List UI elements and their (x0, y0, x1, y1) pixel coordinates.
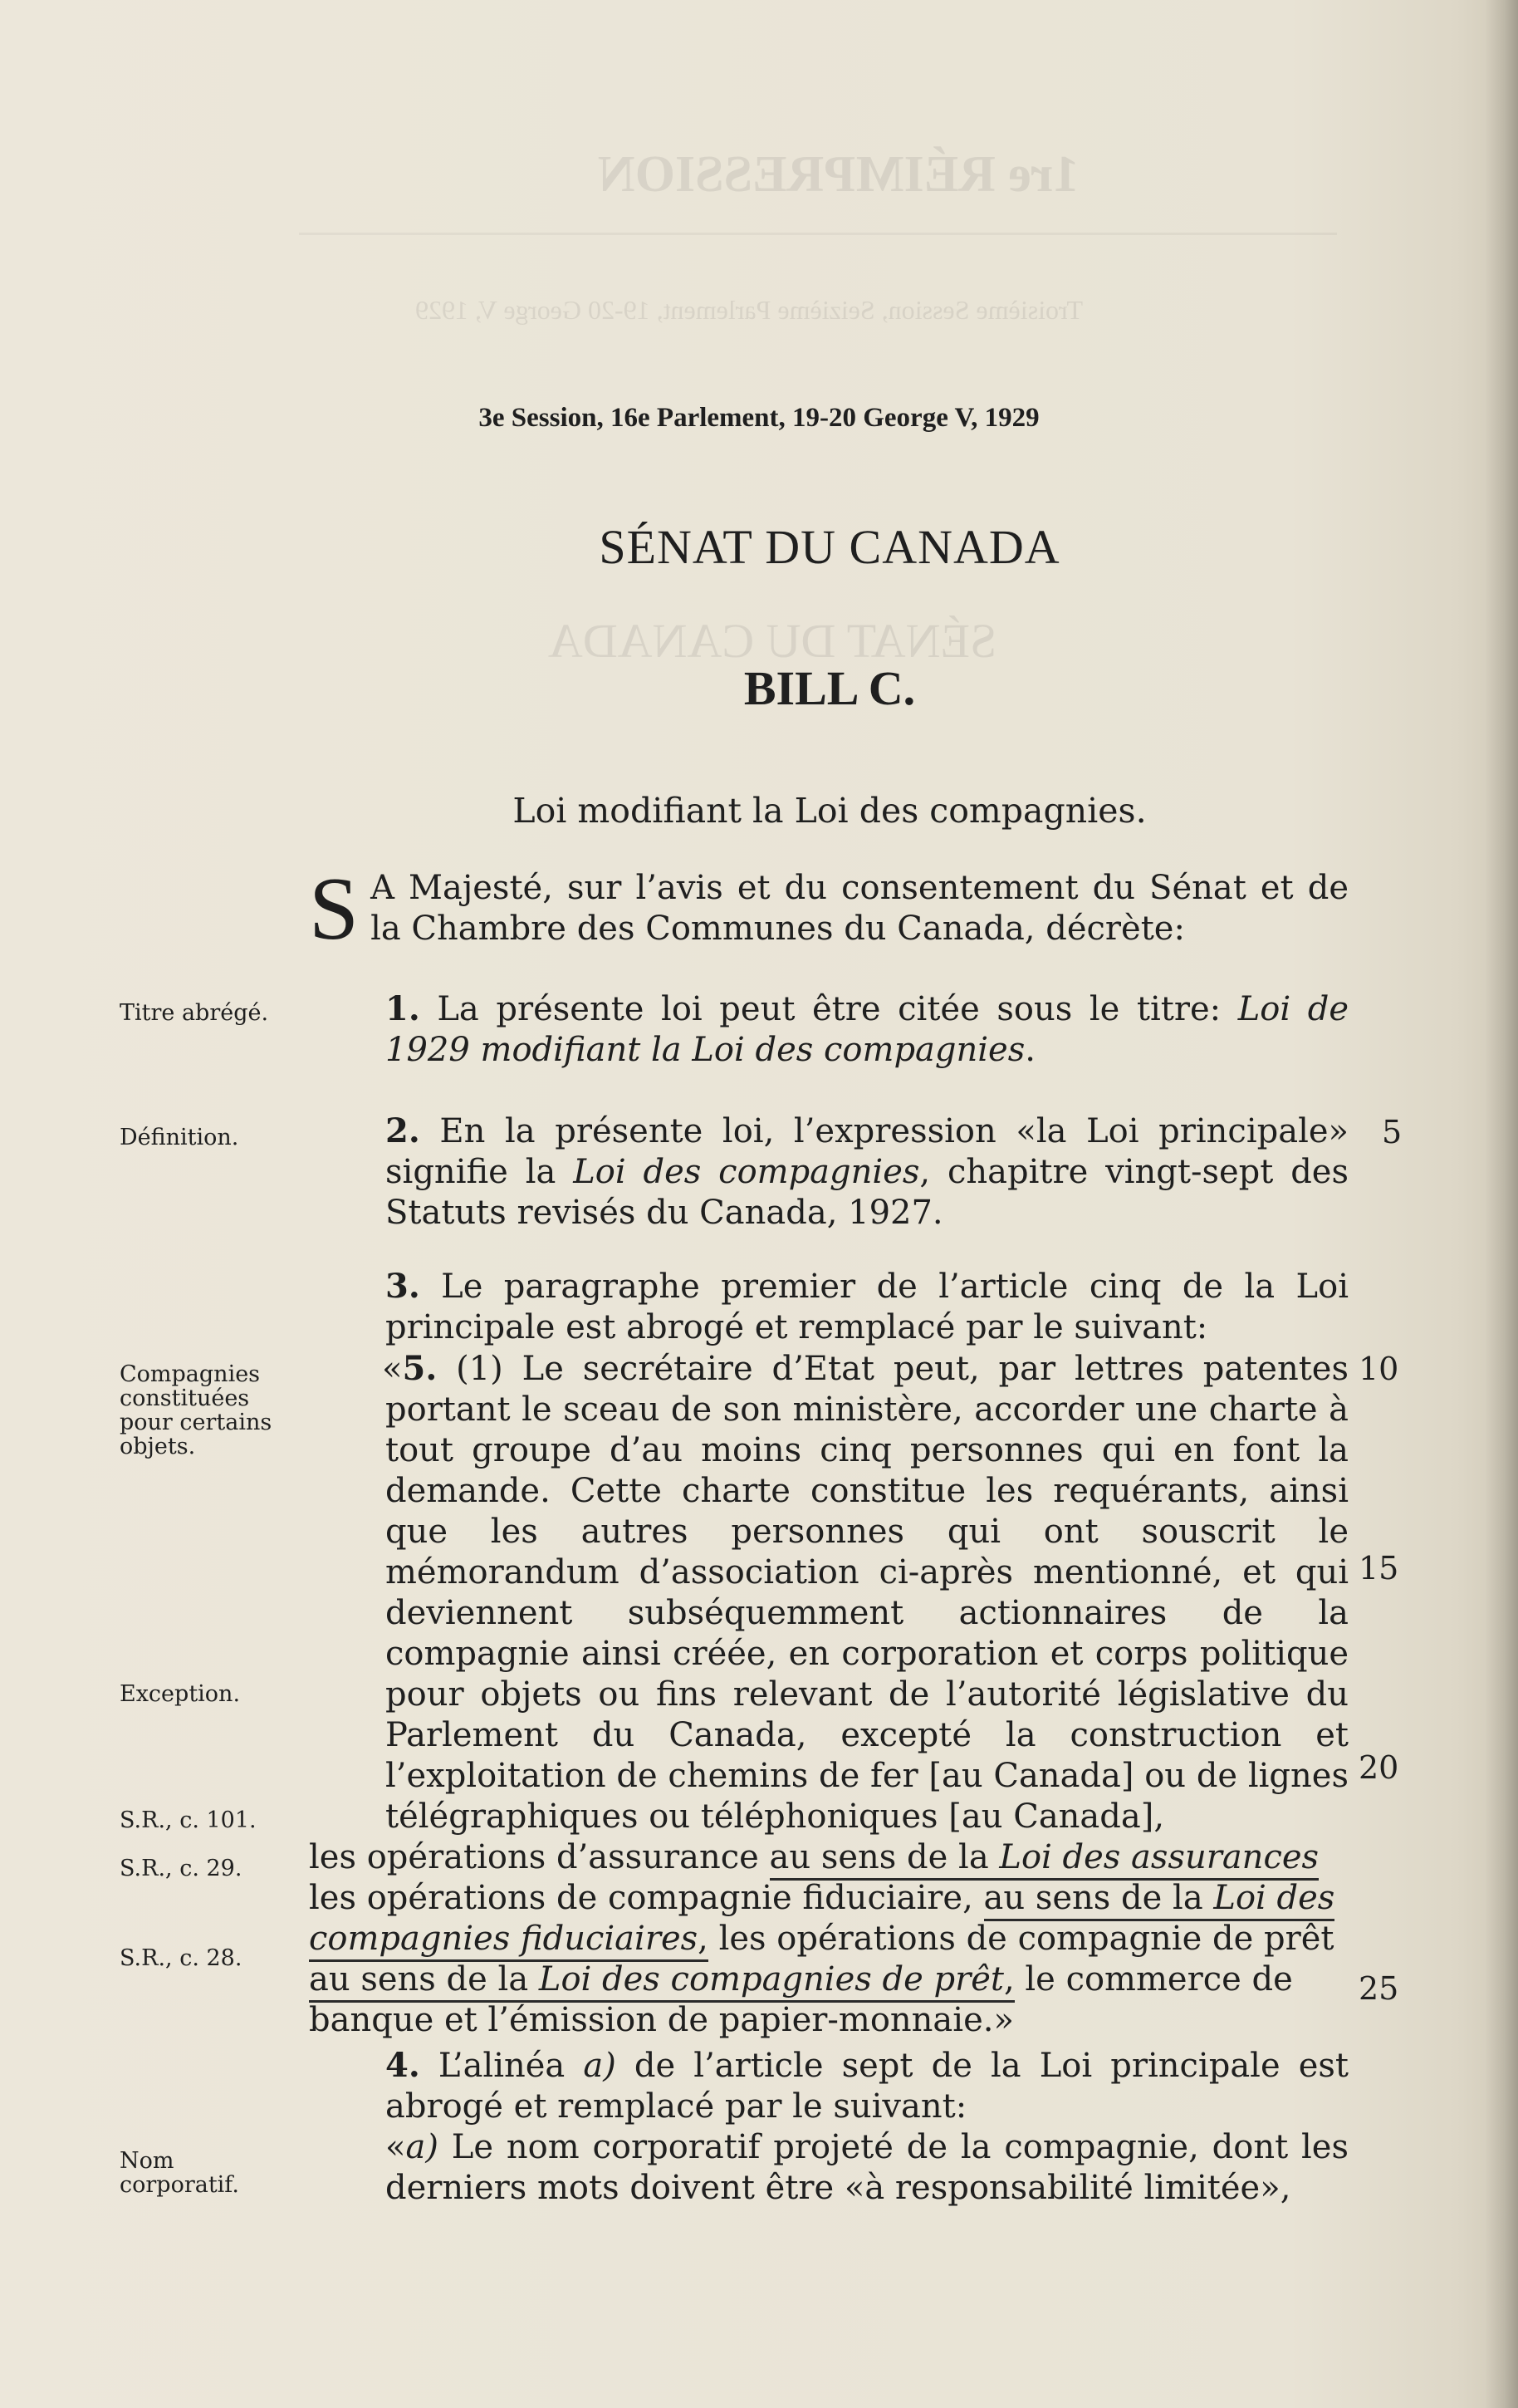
inserted-text-fiduciaires-cont (309, 1920, 708, 1962)
open-quote: « (382, 1350, 403, 1388)
section-intro: Le paragraphe premier de l’article cinq de la Loi principale est abrogé et remplacé par le suivant: (385, 1268, 1349, 1346)
section-number: 1. (385, 989, 420, 1028)
margin-note-titre: Titre abrégé. (120, 1000, 269, 1026)
text-pret: les opérations de compagnie de prêt (708, 1920, 1334, 1958)
inserted-act: compagnies fiduciaires (309, 1920, 698, 1958)
inserted-phrase: au sens de la (983, 1879, 1214, 1917)
inserted-act: Loi des assurances (999, 1838, 1320, 1876)
section-number: 2. (385, 1111, 420, 1150)
chamber-title: SÉNAT DU CANADA (599, 520, 1060, 574)
inserted-comma: , (1003, 1960, 1015, 1998)
bleed-through-rule (299, 233, 1337, 235)
section-4 (309, 2045, 1349, 2209)
quoted-section-number: 5. (402, 1349, 438, 1388)
underlined-line-2 (309, 1878, 1349, 1919)
section-text-end: , chapitre vingt-sept des Statuts revisés du Canada, 1927. (385, 1153, 1349, 1232)
paragraph-ref: a) (583, 2047, 616, 2085)
section-1 (309, 988, 1349, 1071)
bleed-through-reimpression: 1re RÉIMPRESSION (598, 146, 1080, 203)
margin-note-sr-29: S.R., c. 29. (120, 1856, 242, 1881)
session-line: 3e Session, 16e Parlement, 19-20 George V, 1929 (478, 403, 1040, 433)
underlined-line-3 (309, 1919, 1349, 1959)
line-number-10: 10 (1359, 1351, 1399, 1387)
underlined-line-1 (309, 1837, 1349, 1878)
section-3 (309, 1266, 1349, 2041)
act-title: Loi modifiant la Loi des compagnies. (512, 791, 1147, 831)
open-quote: « (385, 2128, 406, 2166)
line-number-20: 20 (1359, 1749, 1399, 1786)
margin-note-sr-101: S.R., c. 101. (120, 1807, 257, 1833)
margin-note-sr-28: S.R., c. 28. (120, 1945, 242, 1971)
line-number-5: 5 (1382, 1114, 1403, 1150)
margin-note-exception: Exception. (120, 1681, 241, 1707)
act-reference: Loi des compagnies (573, 1153, 920, 1191)
drop-cap: S (309, 860, 360, 959)
bill-title: BILL C. (743, 661, 916, 715)
underlined-line-4 (309, 1959, 1349, 2000)
text-banque: banque et l’émission de papier-monnaie.» (309, 2001, 1014, 2039)
section-intro-end: de l’article sept de la Loi principale est abrogé et remplacé par le suivant: (385, 2047, 1349, 2126)
bleed-through-senat: SÉNAT DU CANADA (548, 614, 997, 668)
section-text: La présente loi peut être citée sous le titre: (437, 990, 1238, 1028)
inserted-text-fiduciaires (984, 1879, 1335, 1921)
text-fiduciaire: les opérations de compagnie fiduciaire, (309, 1879, 984, 1917)
section-text-end: . (1025, 1031, 1036, 1069)
short-title: Loi de 1929 modifiant la Loi des compagnies (385, 990, 1349, 1069)
inserted-comma: , (698, 1920, 708, 1958)
section-intro: L’alinéa (438, 2047, 584, 2085)
page-edge-shadow (1485, 0, 1518, 2408)
section-number: 4. (385, 2046, 420, 2085)
paragraph-ref: a) (405, 2128, 438, 2166)
inserted-act: Loi des compagnies de prêt (538, 1960, 1004, 1998)
preamble-text: A Majesté, sur l’avis et du consentement du Sénat et de la Chambre des Communes du Canada, décrète: (370, 869, 1349, 948)
line-number-25: 25 (1359, 1970, 1399, 2007)
inserted-phrase: au sens de la (769, 1838, 1000, 1876)
margin-note-nom: Nom corporatif. (120, 2148, 239, 2198)
paragraph-text: Le nom corporatif projeté de la compagnie, dont les derniers mots doivent être «à responsabilité limitée», (385, 2128, 1349, 2207)
text-commerce: le commerce de (1014, 1960, 1293, 1998)
text-banque-line (309, 2000, 1349, 2041)
quoted-text: (1) Le secrétaire d’Etat peut, par lettres patentes portant le sceau de son ministère, accorder une charte à tout groupe d’au moins cinq personnes qui en font la demande. Cette charte constitue les requérants, ainsi que les autres personnes qui ont souscrit le mémorandum d’association ci-après mentionné, et qui deviennent subséquemment actionnaires de la compagnie ainsi créée, en corporation et corps politique pour objets ou fins relevant de l’autorité législative du Parlement du Canada, excepté la construction et l’exploitation de chemins de fer [au Canada] ou de lignes télégraphiques ou téléphoniques [au Canada], (385, 1350, 1349, 1836)
section-text: En la présente loi, l’expression «la Loi principale» signifie la (385, 1112, 1349, 1191)
section-2 (309, 1111, 1349, 1233)
line-number-15: 15 (1359, 1550, 1399, 1587)
margin-note-definition: Définition. (120, 1125, 239, 1150)
section-number: 3. (385, 1267, 420, 1306)
preamble (309, 860, 1349, 959)
inserted-act: Loi des (1213, 1879, 1335, 1917)
inserted-text-pret (309, 1960, 1015, 2003)
margin-note-compagnies: Compagnies constituées pour certains objets. (120, 1361, 272, 1459)
text-assurance: les opérations d’assurance (309, 1838, 770, 1876)
bleed-through-session: Troisième Session, Seizième Parlement, 19-20 George V, 1929 (415, 295, 1084, 325)
inserted-text-assurances (770, 1838, 1320, 1881)
inserted-phrase: au sens de la (309, 1960, 539, 1998)
